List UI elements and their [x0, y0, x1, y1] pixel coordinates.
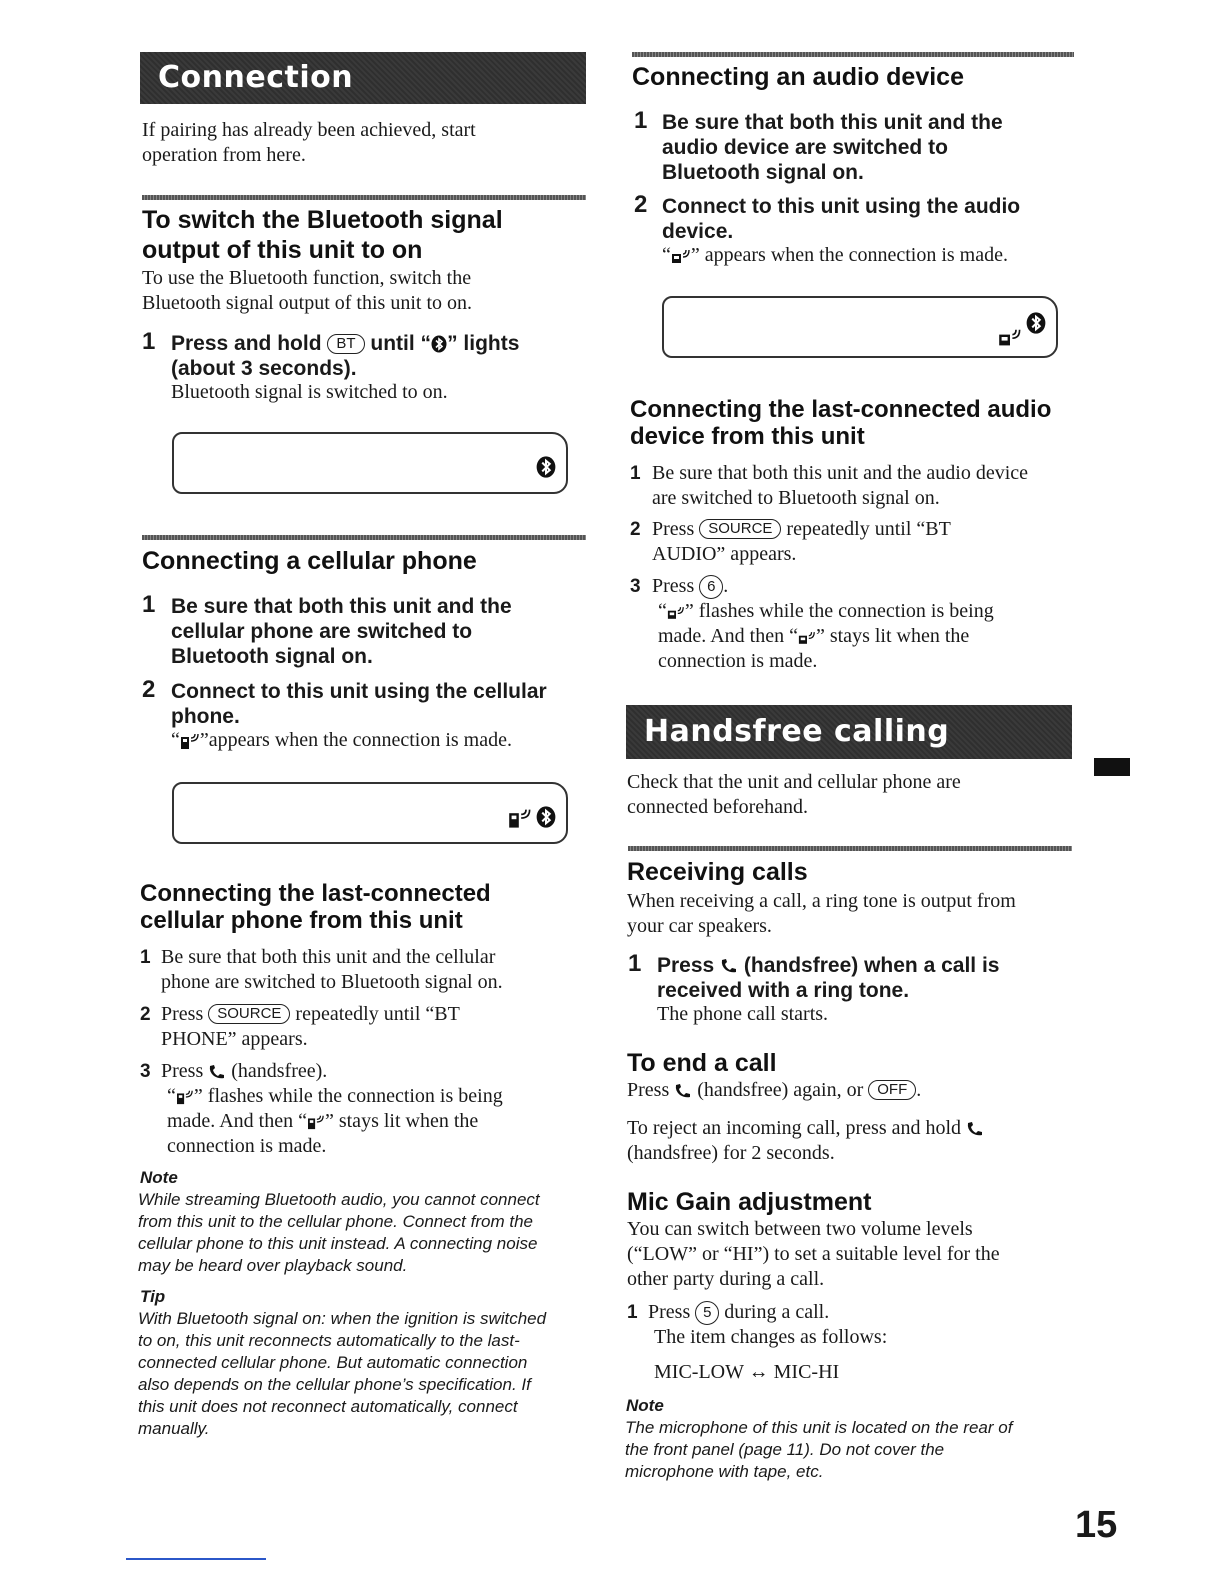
text-line: Press [648, 1301, 691, 1323]
switch-result: Bluetooth signal is switched to on. [171, 381, 448, 403]
cell-step-2 [171, 679, 547, 729]
text-line: to on, this unit reconnects automatically to the last- [138, 1331, 520, 1350]
text-line: Press [652, 518, 695, 540]
section-tab-marker [1094, 758, 1130, 776]
text-line: flashes while the connection is being [207, 1085, 503, 1107]
source-button[interactable]: SOURCE [208, 1004, 290, 1024]
step-text: Bluetooth signal on. [171, 645, 373, 668]
text-line: When receiving a call, a ring tone is output from [627, 890, 1016, 912]
last-cell-heading [140, 880, 491, 934]
text-line: If pairing has already been achieved, start [142, 119, 476, 141]
text-line: ” flashes while the connection is being [684, 600, 994, 622]
text-line: repeatedly until “BT [786, 518, 951, 540]
step-number: 1 [142, 591, 156, 618]
text-line: this unit does not reconnect automatically, connect [138, 1397, 518, 1416]
audio-connected-icon [998, 327, 1022, 347]
item-number: 2 [630, 519, 641, 540]
switch-heading [142, 205, 503, 265]
section-rule [632, 52, 1074, 57]
section-rule [628, 846, 1072, 851]
step-text: until “ [370, 332, 432, 355]
text-line: Be sure that both this unit and the audio device [652, 462, 1029, 484]
step-text: cellular phone are switched to [171, 620, 473, 643]
unit-display-bt [172, 432, 568, 494]
sequence-item: MIC-LOW [654, 1361, 744, 1383]
quote-text: ”appears when the connection is made. [199, 729, 512, 751]
step-text: (about 3 seconds). [171, 357, 357, 380]
mic-step-1 [648, 1300, 887, 1385]
step-number: 1 [628, 950, 642, 977]
text-line: Check that the unit and cellular phone are [627, 771, 961, 793]
heading-line: Connecting the last-connected audio [630, 396, 1052, 423]
cell-step-2-result [171, 728, 512, 753]
text-line: may be heard over playback sound. [138, 1256, 408, 1275]
quote-text: ” appears when the connection is made. [690, 244, 1008, 266]
off-button[interactable]: OFF [868, 1080, 916, 1100]
receiving-result: The phone call starts. [657, 1003, 829, 1025]
step-text: Press [657, 954, 715, 977]
note-text [625, 1417, 1012, 1483]
item-number: 1 [627, 1302, 638, 1323]
handsfree-icon [720, 958, 738, 974]
text-line: . [916, 1079, 922, 1101]
handsfree-banner: Handsfree calling [626, 705, 1072, 759]
cell-heading: Connecting a cellular phone [142, 547, 477, 575]
heading-line: output of this unit to on [142, 236, 423, 264]
text-line: Press [652, 575, 695, 597]
handsfree-icon [966, 1121, 984, 1137]
text-line: While streaming Bluetooth audio, you cannot connect [138, 1190, 540, 1209]
text-line: cellular phone to this unit instead. A connecting noise [138, 1234, 538, 1253]
step-text: received with a ring tone. [657, 979, 910, 1002]
heading-line: device from this unit [630, 423, 865, 450]
heading-line: cellular phone from this unit [140, 907, 463, 934]
text-line: Be sure that both this unit and the cellular [161, 946, 496, 968]
audio-connected-icon [671, 248, 691, 264]
receiving-body [627, 889, 1016, 939]
handsfree-icon [674, 1083, 692, 1099]
item-number: 3 [140, 1061, 151, 1082]
audio-connected-icon [798, 630, 816, 645]
item-number: 2 [140, 1004, 151, 1025]
audio-connected-icon [667, 605, 685, 620]
text-line: your car speakers. [627, 915, 772, 937]
preset-6-button[interactable]: 6 [699, 575, 723, 599]
text-line: PHONE” appears. [161, 1028, 308, 1050]
last-audio-item-1 [652, 461, 1028, 511]
bluetooth-icon [536, 455, 556, 479]
step-text: Connect to this unit using the audio [662, 195, 1021, 218]
phone-connected-icon [176, 1089, 194, 1105]
phone-connected-icon [508, 807, 532, 829]
item-number: 3 [630, 576, 641, 597]
text-line: (handsfree) again, or [697, 1079, 864, 1101]
phone-connected-icon [180, 732, 200, 750]
text-line: repeatedly until “BT [295, 1003, 460, 1025]
text-line: made. And then “ [167, 1110, 307, 1132]
item-number: 1 [140, 947, 151, 968]
text-line: connected beforehand. [627, 796, 809, 818]
text-line: operation from here. [142, 144, 306, 166]
note-label: Note [140, 1168, 178, 1187]
text-line: also depends on the cellular phone’s specification. If [138, 1375, 531, 1394]
step-text: device. [662, 220, 734, 243]
handsfree-intro [627, 770, 961, 820]
quote-text: “ [171, 729, 180, 751]
mic-sequence [648, 1360, 887, 1385]
bluetooth-icon [431, 335, 447, 353]
unit-display-phone [172, 782, 568, 844]
step-text: Be sure that both this unit and the [662, 111, 1003, 134]
audio-step-2 [662, 194, 1020, 244]
receiving-step-1 [657, 953, 1000, 1003]
heading-line: To switch the Bluetooth signal [142, 206, 503, 234]
bluetooth-icon [536, 805, 556, 829]
audio-heading: Connecting an audio device [632, 63, 964, 91]
preset-5-button[interactable]: 5 [695, 1301, 719, 1325]
phone-connected-icon [307, 1114, 325, 1130]
bluetooth-icon [1026, 311, 1046, 335]
step-text: Be sure that both this unit and the [171, 595, 512, 618]
step-text: phone. [171, 705, 240, 728]
text-line: during a call. [724, 1301, 830, 1323]
text-line: manually. [138, 1419, 210, 1438]
text-line: Press [161, 1060, 204, 1082]
tip-text [138, 1308, 546, 1440]
text-line: connected cellular phone. But automatic connection [138, 1353, 528, 1372]
text-line: Press [161, 1003, 204, 1025]
last-audio-item-3: Press 6 . “ ” flashes while the connection is being made. And then “ ” stays lit when the connection is made. [652, 575, 994, 672]
text-line: connection is made. [658, 650, 818, 672]
text-line: phone are switched to Bluetooth signal on. [161, 971, 503, 993]
item-number: 1 [630, 463, 641, 484]
footer-line [126, 1558, 266, 1560]
step-text: (handsfree) when a call is [743, 954, 1000, 977]
end-call-body [627, 1078, 921, 1103]
text-line: (“LOW” or “HI”) to set a suitable level for the [627, 1243, 1000, 1265]
tip-label: Tip [140, 1287, 166, 1306]
note-label: Note [626, 1396, 664, 1415]
text-line: Bluetooth signal output of this unit to on. [142, 292, 472, 314]
text-line: microphone with tape, etc. [625, 1462, 824, 1481]
text-line: connection is made. [167, 1135, 327, 1157]
text-line: ” stays lit when the [324, 1110, 479, 1132]
text-line: the front panel (page 11). Do not cover the [625, 1440, 945, 1459]
unit-display-audio [662, 296, 1058, 358]
last-audio-heading [630, 396, 1051, 450]
text-line: (handsfree). [231, 1060, 328, 1082]
text-line: are switched to Bluetooth signal on. [652, 487, 940, 509]
source-button[interactable]: SOURCE [699, 519, 781, 539]
receiving-heading: Receiving calls [627, 858, 808, 886]
audio-step-2-result: “ ” appears when the connection is made. [662, 244, 1008, 266]
text-line: ” stays lit when the [815, 625, 970, 647]
connection-banner: Connection [140, 52, 586, 104]
page-number: 15 [1075, 1504, 1118, 1546]
text-line: . [723, 575, 729, 597]
handsfree-icon [208, 1064, 226, 1080]
text-line: You can switch between two volume levels [627, 1218, 973, 1240]
text-line: Press [627, 1079, 670, 1101]
bt-button[interactable]: BT [327, 334, 364, 354]
text-line: made. And then “ [658, 625, 798, 647]
step-number: 1 [142, 328, 156, 355]
reject-body [627, 1116, 984, 1166]
text-line: (handsfree) for 2 seconds. [627, 1142, 835, 1164]
step-text: Connect to this unit using the cellular [171, 680, 547, 703]
mic-gain-heading: Mic Gain adjustment [627, 1188, 872, 1216]
step-text: Bluetooth signal on. [662, 161, 864, 184]
switch-body [142, 266, 472, 316]
heading-line: Connecting the last-connected [140, 880, 491, 907]
note-text [138, 1189, 540, 1277]
end-call-heading: To end a call [627, 1049, 777, 1077]
text-line: other party during a call. [627, 1268, 825, 1290]
cell-step-1 [171, 594, 512, 669]
last-cell-item-3: Press (handsfree). “ ” flashes while the connection is being made. And then “ ” stays lit when the connection is made. [161, 1060, 503, 1157]
text-line: The microphone of this unit is located on the rear of [625, 1418, 1013, 1437]
text-line: To use the Bluetooth function, switch the [142, 267, 472, 289]
text-line: With Bluetooth signal on: when the ignition is switched [138, 1309, 547, 1328]
last-cell-item-2 [161, 1002, 460, 1052]
text-line: The item changes as follows: [654, 1326, 888, 1348]
text-line: from this unit to the cellular phone. Connect from the [138, 1212, 533, 1231]
section-rule [142, 195, 586, 200]
text-line: To reject an incoming call, press and hold [627, 1117, 962, 1139]
step-number: 2 [634, 191, 648, 218]
step-number: 2 [142, 676, 156, 703]
step-number: 1 [634, 107, 648, 134]
step-text: Press and hold [171, 332, 322, 355]
double-arrow-icon: ↔ [748, 1361, 769, 1383]
mic-gain-body [627, 1217, 1000, 1292]
step-text: ” lights [447, 332, 520, 355]
last-cell-item-1 [161, 945, 503, 995]
audio-step-1 [662, 110, 1003, 185]
text-line: AUDIO” appears. [652, 543, 797, 565]
last-audio-item-2 [652, 517, 951, 567]
step-text: audio device are switched to [662, 136, 948, 159]
sequence-item: MIC-HI [773, 1361, 840, 1383]
section-rule [142, 535, 586, 540]
switch-step-1 [171, 331, 591, 381]
connection-intro [142, 118, 476, 168]
